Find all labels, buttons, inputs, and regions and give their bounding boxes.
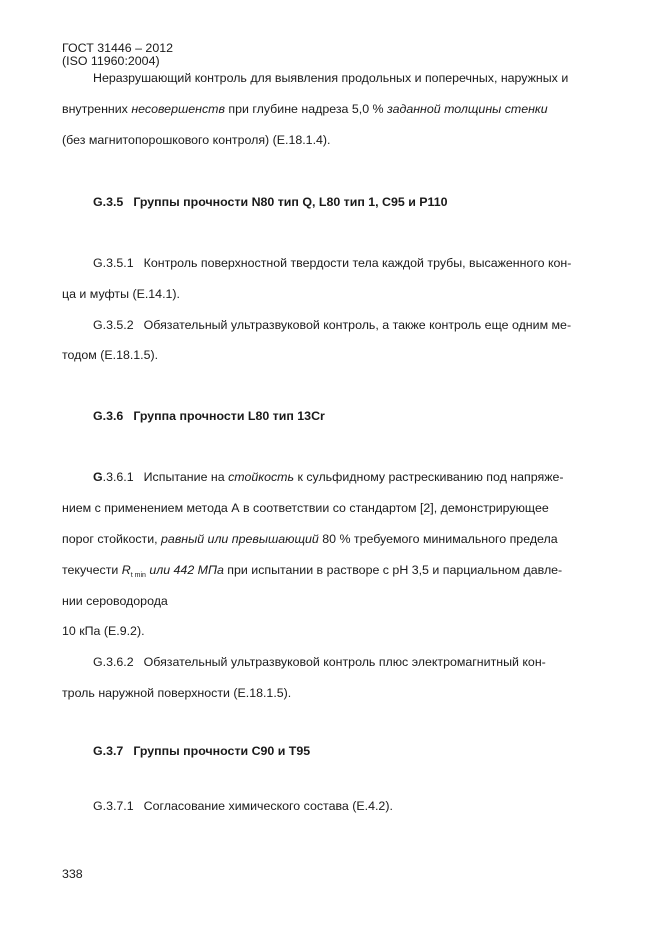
clause-text: текучести — [62, 563, 122, 577]
clause-g351-line-1 — [93, 256, 571, 270]
clause-g361-line-5: нии сероводорода — [62, 594, 168, 608]
clause-italic: или 442 МПа — [145, 563, 224, 577]
clause-g352-line-1 — [93, 318, 571, 332]
formula-symbol: R — [121, 563, 131, 577]
clause-number-rest: .3.6.1 — [102, 470, 134, 484]
intro-text: внутренних — [62, 102, 132, 116]
clause-g362-line-1 — [93, 655, 546, 669]
clause-text: Обязательный ультразвуковой контроль, а также контроль еще одним ме- — [143, 318, 572, 332]
clause-text: Согласование химического состава (Е.4.2). — [143, 799, 393, 813]
section-number: G.3.7 — [93, 744, 124, 758]
clause-text: Контроль поверхностной твердости тела каждой трубы, высаженного кон- — [143, 256, 572, 270]
clause-g361-line-1 — [93, 470, 564, 484]
clause-text: 80 % требуемого минимального предела — [318, 532, 558, 546]
intro-italic: заданной толщины стенки — [386, 102, 548, 116]
page-number: 338 — [62, 867, 83, 881]
section-number: G.3.5 — [93, 195, 124, 209]
formula-subscript: t min — [130, 572, 146, 579]
iso-code: (ISO 11960:2004) — [62, 54, 160, 68]
clause-g371-line-1 — [93, 799, 393, 813]
section-heading-g37 — [93, 744, 310, 758]
section-title: Группы прочности С90 и Т95 — [133, 744, 311, 758]
clause-number-bold: G — [93, 470, 103, 484]
standard-code: ГОСТ 31446 – 2012 — [62, 41, 173, 55]
clause-text: порог стойкости, — [62, 532, 162, 546]
section-heading-g36 — [93, 409, 325, 423]
clause-g352-line-2: тодом (Е.18.1.5). — [62, 348, 159, 362]
clause-g362-line-2: троль наружной поверхности (Е.18.1.5). — [62, 686, 292, 700]
clause-number: G.3.6.2 — [93, 655, 134, 669]
clause-number: G.3.5.1 — [93, 256, 134, 270]
section-heading-g35 — [93, 195, 448, 209]
intro-text: при глубине надреза 5,0 % — [224, 102, 387, 116]
clause-number: G.3.7.1 — [93, 799, 134, 813]
intro-line-1: Неразрушающий контроль для выявления продольных и поперечных, наружных и — [93, 71, 569, 85]
intro-line-2 — [62, 102, 548, 116]
section-number: G.3.6 — [93, 409, 124, 423]
intro-line-3: (без магнитопорошкового контроля) (E.18.1.4). — [62, 133, 331, 147]
clause-text: Обязательный ультразвуковой контроль плюс электромагнитный кон- — [143, 655, 546, 669]
clause-g361-line-6: 10 кПа (Е.9.2). — [62, 624, 145, 638]
clause-text: Испытание на — [143, 470, 229, 484]
clause-g351-line-2: ца и муфты (Е.14.1). — [62, 287, 180, 301]
clause-italic: равный или превышающий — [161, 532, 319, 546]
clause-number: G.3.5.2 — [93, 318, 134, 332]
clause-g361-line-3 — [62, 532, 558, 546]
clause-g361-line-4 — [62, 563, 562, 580]
section-title: Группа прочности L80 тип 13Cr — [133, 409, 325, 423]
clause-text: к сульфидному растрескиванию под напряже- — [294, 470, 564, 484]
clause-italic: стойкость — [228, 470, 295, 484]
intro-italic: несовершенств — [131, 102, 225, 116]
clause-number — [93, 470, 134, 484]
clause-text: при испытании в растворе с рН 3,5 и парциальном давле- — [223, 563, 563, 577]
section-title: Группы прочности N80 тип Q, L80 тип 1, С95 и Р110 — [133, 195, 448, 209]
clause-g361-line-2: нием с применением метода А в соответствии со стандартом [2], демонстрирующее — [62, 501, 549, 515]
